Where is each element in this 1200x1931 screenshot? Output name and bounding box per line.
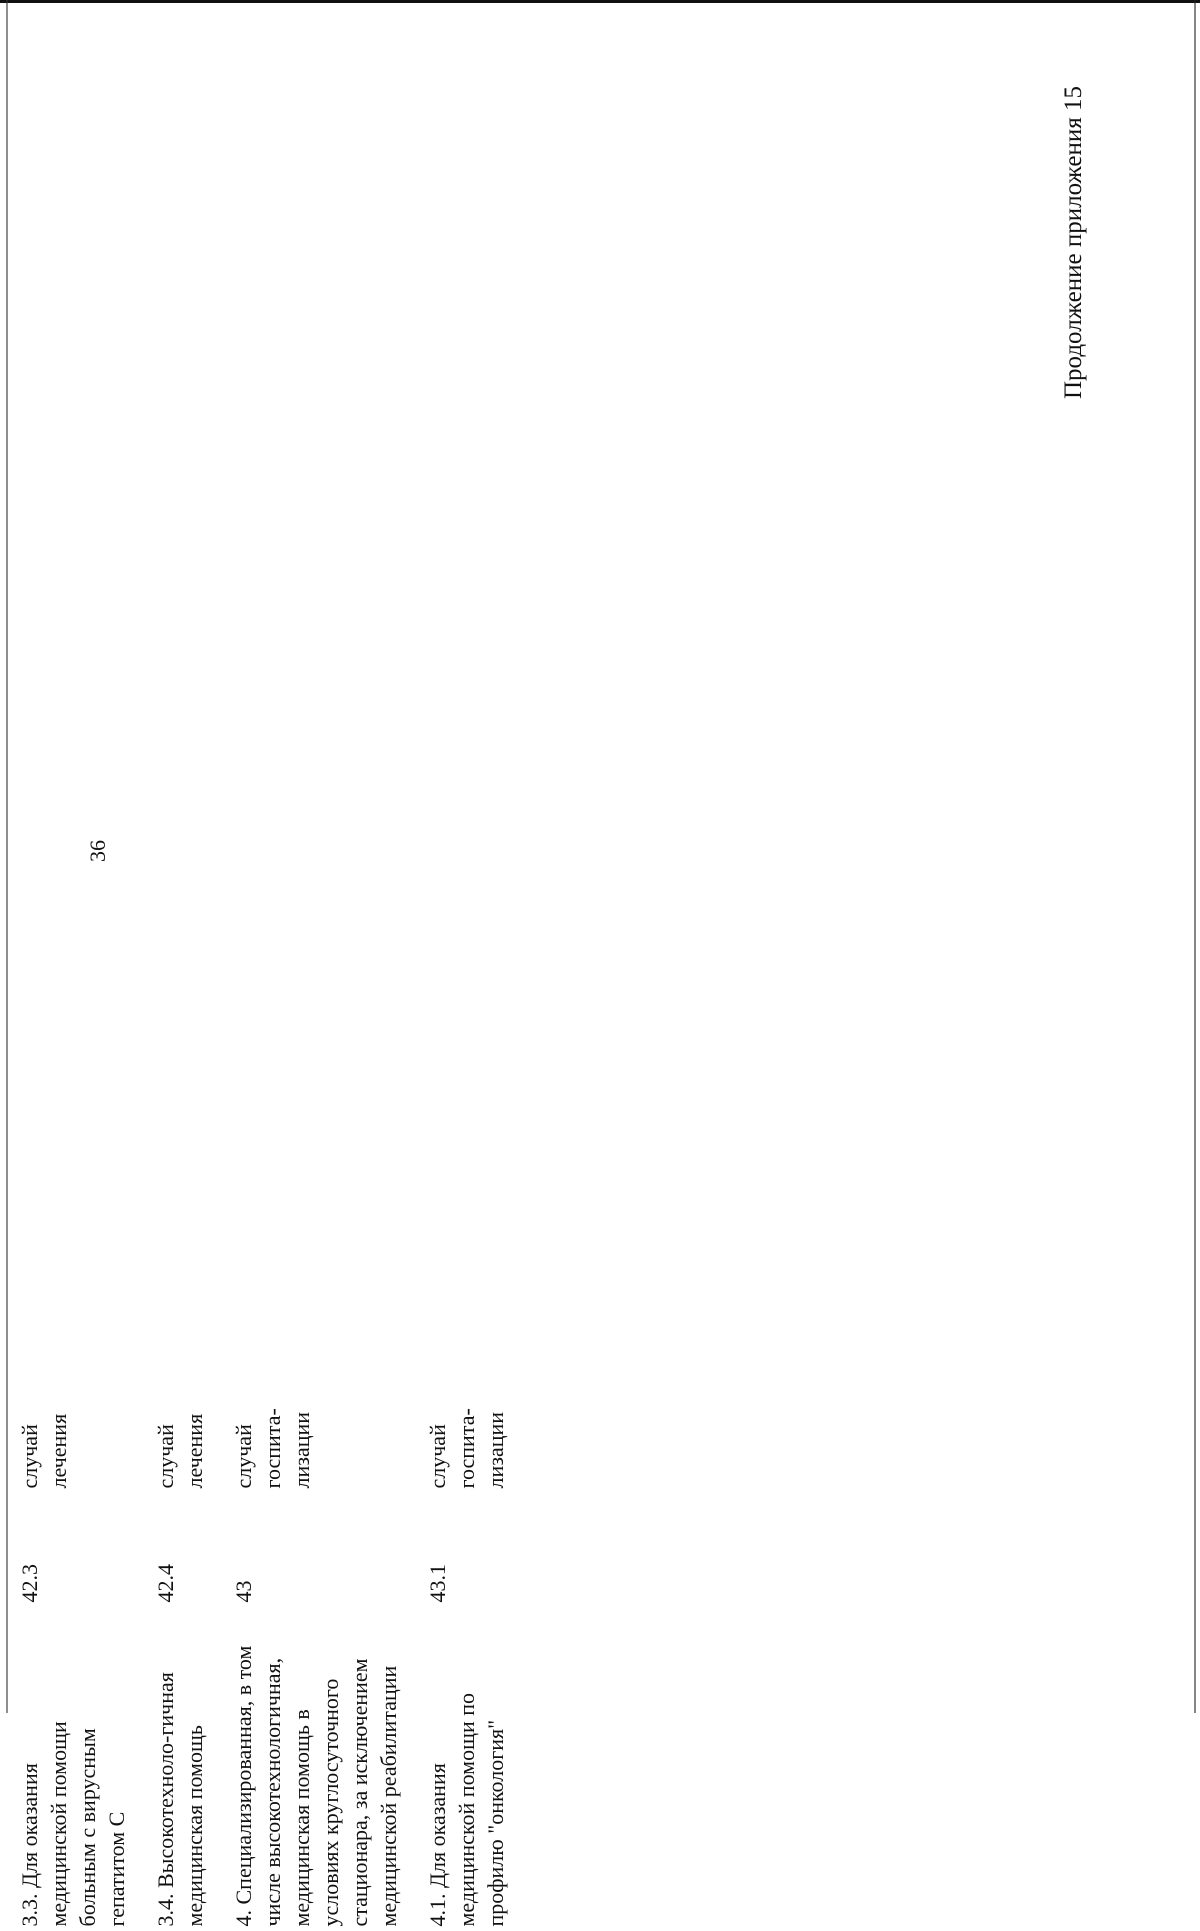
scan-edge-top [0,0,1200,3]
table-row [137,381,215,1931]
rotated-table [0,381,633,1931]
row-name: 4. Специализированная, в том числе высокотехнологичная, медицинская помощь в условиях круглосуточного стационара, за исключением медицинской реабилитации [231,1645,401,1927]
row-unit: случай госпита-лизации [425,1408,508,1489]
row-line-number: 43 [231,1580,256,1603]
row-name: 3.4. Высокотехноло-гичная медицинская помощь [153,1672,207,1927]
data-table [0,380,516,1931]
row-unit: случай госпита-лизации [231,1408,314,1489]
scan-edge-right [1194,0,1196,1713]
page-number: 36 [85,840,110,862]
row-name: 4.1. Для оказания медицинской помощи по профилю "онкология" [425,1692,508,1927]
row-line-number: 43.1 [425,1564,450,1603]
continuation-caption: Продолжение приложения 15 [1060,85,1087,399]
row-unit: случай лечения [17,1413,71,1489]
table-row [1,381,137,1931]
table-row [215,381,409,1931]
row-line-number: 42.3 [17,1564,42,1603]
row-line-number: 42.4 [153,1564,178,1603]
row-unit: случай лечения [153,1413,207,1489]
table-row [409,381,516,1931]
row-name: 3.3. Для оказания медицинской помощи больным с вирусным гепатитом C [17,1721,129,1927]
